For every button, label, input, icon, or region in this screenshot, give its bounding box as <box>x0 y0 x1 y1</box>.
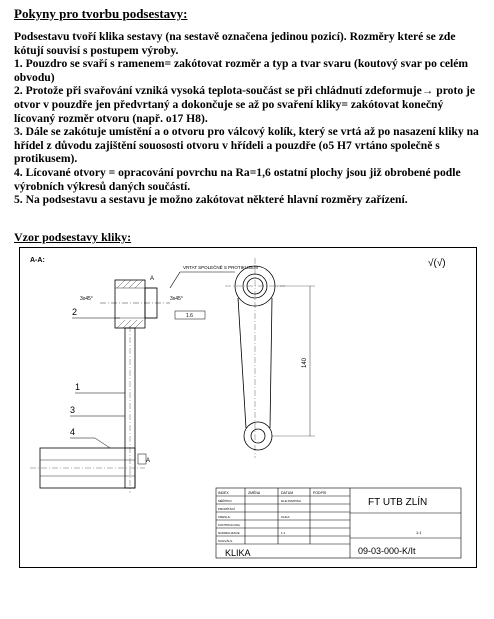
length-dimension: 140 <box>302 357 308 368</box>
instruction-item-3: 3. Dále se zakótuje umístění a o otvoru pro válcový kolík, který se vrtá až po nasazení kliky na hřídel z důvodu zajištění souososti otvoru v hřídeli a pouzdře (o5 H7 vrtáno společně s protikusem). <box>14 125 479 166</box>
title-row-1-value: DLE ROZPISU <box>281 499 302 503</box>
drill-note: VRTAT SPOLEČNĚ S PROTIKUSEM <box>183 265 258 270</box>
roughness-symbol: √(√) <box>428 258 446 269</box>
title-row-4-label: KONTROLOVAL <box>218 523 241 527</box>
instructions-text <box>14 30 484 207</box>
title-col-date: DATUM <box>281 491 294 495</box>
shaft-section <box>30 448 146 488</box>
roughness-box: 1.6 <box>186 313 193 319</box>
title-row-5-value: 1:1 <box>281 531 286 535</box>
instruction-item-2: 2. Protože při svařování vzniká vysoká teplota-součást se při chládnutí zdeformuje→ proto je otvor v pouzdře jen předvrtaný a dokončuje se až po svaření kliky= zakótovat konečný lícovaný rozměr otvoru (např. o17 H8). <box>14 84 476 125</box>
position-3: 3 <box>70 405 76 415</box>
position-1: 1 <box>75 382 81 392</box>
instruction-item-4: 4. Lícované otvory = opracování povrchu na Ra=1,6 ostatní plochy jsou již obrobené podle výrobních výkresů daných součástí. <box>14 165 461 193</box>
hub-section <box>100 280 170 328</box>
chamfer-dim-1: 3x45° <box>170 296 183 302</box>
title-row-2-label: PROMÍTÁNÍ <box>218 507 235 511</box>
part-name: KLIKA <box>225 548 251 558</box>
title-row-5-label: NORMALIZACE <box>218 531 240 535</box>
title-row-1-label: MĚŘÍTKO <box>218 499 232 503</box>
title-row-6-label: SCHVÁLIL <box>218 539 233 543</box>
intro-paragraph: Podsestavu tvoří klika sestavy (na sestavě označena jedinou pozicí). Rozměry které se zde kótují souvisí s postupem výroby. <box>14 30 456 57</box>
chamfer-dim-2: 3x45° <box>80 296 93 302</box>
drawing-number: 09-03-000-K/It <box>358 546 416 556</box>
instruction-item-5: 5. Na podsestavu a sestavu je možno zakótovat některé hlavní rozměry zařízení. <box>14 193 408 207</box>
section-label: A-A: <box>30 257 45 264</box>
section-mark-bottom: A <box>146 458 151 464</box>
title-col-index: INDEX <box>218 491 229 495</box>
title-col-change: ZMĚNA <box>248 491 261 495</box>
instruction-item-1: 1. Pouzdro se svaří s ramenem= zakótovat rozměr a typ a tvar svaru (koutový svar po celém obvodu) <box>14 57 469 84</box>
title-col-sign: PODPIS <box>313 491 327 495</box>
technical-drawing <box>19 247 477 568</box>
scale-value: 1:1 <box>416 530 422 535</box>
section-mark-top: A <box>150 276 155 282</box>
position-4: 4 <box>70 427 76 437</box>
page-title: Pokyny pro tvorbu podsestavy: <box>14 6 188 21</box>
position-2: 2 <box>72 307 78 317</box>
title-row-3-label: KRESLIL <box>218 515 231 519</box>
sample-label: Vzor podsestavy kliky: <box>14 230 132 244</box>
title-row-3-value: KLIKA <box>281 515 290 519</box>
drawing-canvas <box>20 248 476 567</box>
company-name: FT UTB ZLÍN <box>368 497 428 508</box>
